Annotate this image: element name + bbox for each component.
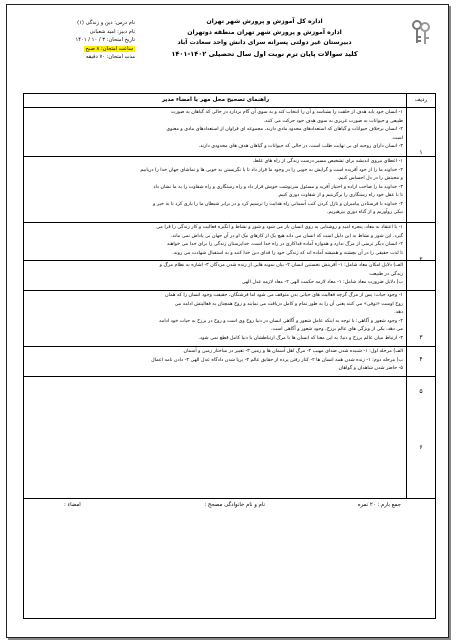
table-header [24,94,435,108]
row-number: ۳ [419,334,423,341]
table-row: ۱- وجود حیات: پس از مرگ گرچه فعالیت های حیاتی بدن متوقف می شود اما فرشتگان، حقیقت وجود انسان را که همان روح اوست «توفی» می کنند یعنی آن را به طور تمام و کامل دریافت می نمایند و روح همچنان به فعالیتش ادامه می دهد. ۲- وجود شعور و آگاهی: با توجه به اینکه عامل شعور و آگاهی انسان در دنیا روح وی است و روح در برزخ به حیات خود ادامه می دهد، یکی از ویژگی های عالم برزخ، وجود شعور و آگاهی است. ۳- ارتباط میان عالم برزخ و دنیا: به این معنا که انسان ها با مرگ ارتباطشان با دنیا کامل قطع نمی شود. [159,293,403,341]
answer-table [23,93,436,619]
info-line: تاریخ امتحان: ۳ / ۱۰ / ۱۴۰۱ [75,37,135,44]
table-row: الف) مرحله اول: ۱- شنیده شدن صدای مهیب ۲- مرگ اهل آسمان ها و زمین ۳- تغییر در ساختار زمین و آسمان ب) مرحله دوم: ۱- زنده شدن همه انسان ها ۲- کنار رفتن پرده از حقایق عالم ۳- برپا شدن دادگاه عدل الهی ۴- دادن نامه اعمال ۵- حاضر شدن شاهدان و گواهان [151,349,403,371]
title-line: اداره آموزش و پرورش شهر تهران منطقه دوتهران [187,28,342,36]
header-num: ردیف [406,94,435,107]
title-line: دبیرستان غیر دولتی پسرانه سرای دانش واحد سعادت آباد [177,39,352,46]
exam-header [7,5,448,93]
table-row: ۱- با اعتقاد به معاد، پنجره امید و روشنایی به روی انسان باز می شود و شور و نشاط و انگیزه فعالیت و کار زندگی را فرا می گیرد. این شور و نشاط به این دلیل است که انسان می داند هیچ یک از کارهای نیک او در آن جهان بی پاداش نمی ماند. ۲- انسان دیگر ترسی از مرگ ندارد و همواره آماده فداکاری در راه خدا است. خداپرستان زندگی را برای خدا می خواهند تا لذت حقیقی را در آن بچشند و همیشه آماده اند که زندگی خود را فدای دین خدا کنند و به استقبال شهادت می روند. [156,225,403,256]
signature-label: امضاء : [64,502,81,508]
row-divider [24,156,435,157]
info-line: مدت امتحان: ۷۰ دقیقه [86,54,135,61]
total-score: جمع بارم : ۲۰ نمره [357,502,401,508]
title-line: کلید سوالات پایان ترم نوبت اول سال تحصیلی ۱۴۰۲-۱۴۰۱ [171,49,358,58]
row-divider [24,498,435,499]
table-row: الف) دلایل امکان معاد شامل: ۱- آفرینش نخستین انسان ۲- بیان نمونه هایی از زنده شدن مردگان ۳- اشاره به نظام مرگ و زندگی در طبیعت ب) دلایل ضرورت معاد شامل: ۱- معاد لازمه حکمت الهی ۲- معاد لازمه عدل الهی [159,263,403,285]
row-number: ۵ [419,388,423,395]
grader-name-label: نام و نام خانوادگی مصحح : [204,502,265,508]
keys-logo-icon [410,19,432,47]
row-number: ۴ [419,356,423,363]
info-line: نام درس: دین و زندگی (۱) [77,20,135,26]
row-divider [24,346,435,347]
info-line: نام دبیر: امید شعبانی [89,28,135,35]
row-divider [24,290,435,291]
row-number: ۱ [419,149,423,156]
exam-page [6,4,449,638]
exam-info [25,19,135,62]
table-row: ۱- انسان خود باید هدف از خلقت را بشناسد و آن را انتخاب کند و به سوی آن گام بردارد در حالی که گیاهان به صورت طبیعی و حیوانات به صورت غریزی به سوی هدف خود حرکت می کنند. ۲- انسان برخلاف حیوانات و گیاهان که استعدادهای محدود مادی دارند، مجموعه ای فراوان از استعدادهای مادی و معنوی است. ۳- انسان دارای روحیه ای بی نهایت طلب است، در حالی که حیوانات و گیاهان هدف های محدودی دارند. [166,110,403,149]
row-number: ۶ [419,444,423,451]
header-title: راهنمای تصحیح محل مهر یا امضاء مدیر [161,97,270,103]
info-line: ساعت امتحان: ۸ صبح [85,45,133,52]
table-row: ۱- اعطای نیروی اندیشه برای تشخیص مسیر درست زندگی از راه های غلط. ۲- خداوند ما را از خود آفریده است و گرایش به خوبی را در وجود ما قرار داد تا با نگریستن به خوبی ها و تماشای جهان خدا را دریابیم و محبتش را در دل احساس کنیم. ۳- خداوند ما را صاحب اراده و اختیار آفرید و مسئول سرنوشت خویش قرار داد و راه رستگاری و راه شقاوت را به ما نشان داد تا با عقل خود راه رستگاری را برگزینیم و از شقاوت دوری کنیم. ۴- خداوند با فرستادن پیامبران و نازل کردن کتب آسمانی راه هدایت را ترسیم کرد و در برابر شیطان ما را یاری کرد تا به خیر و نیکی روآوریم و از گناه دوری بپرهیزیم. [140,159,403,215]
title-line: اداره کل آموزش و پرورش شهر تهران [206,18,323,25]
row-divider [24,376,435,377]
row-divider [24,260,435,261]
row-divider [24,222,435,223]
row-number: ۲ [419,256,423,263]
school-title [147,17,382,59]
